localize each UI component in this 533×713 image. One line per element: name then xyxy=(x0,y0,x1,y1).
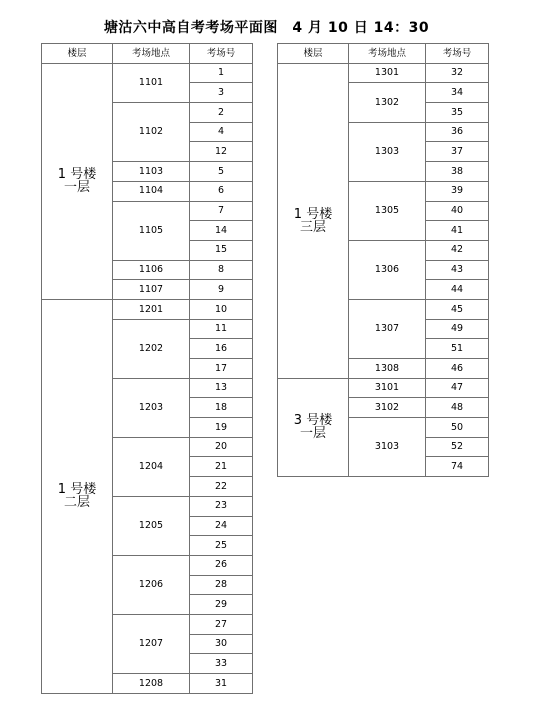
exam-number-cell: 3 xyxy=(190,83,253,103)
exam-number-cell: 48 xyxy=(426,398,489,418)
floor-label: 二层 xyxy=(63,495,90,511)
room-location-cell: 1107 xyxy=(113,280,190,300)
exam-number-cell: 19 xyxy=(190,418,253,438)
exam-number-cell: 39 xyxy=(426,181,489,201)
room-location-cell: 1203 xyxy=(113,378,190,437)
exam-number-cell: 44 xyxy=(426,280,489,300)
room-location-cell: 1106 xyxy=(113,260,190,280)
exam-number-cell: 1 xyxy=(190,63,253,83)
exam-number-cell: 45 xyxy=(426,299,489,319)
exam-number-cell: 40 xyxy=(426,201,489,221)
room-location-cell: 1207 xyxy=(113,614,190,673)
exam-number-cell: 12 xyxy=(190,142,253,162)
exam-number-cell: 11 xyxy=(190,319,253,339)
exam-number-cell: 52 xyxy=(426,437,489,457)
building-label: 1 号楼 xyxy=(57,167,97,183)
building-label: 3 号楼 xyxy=(293,413,333,429)
exam-number-cell: 20 xyxy=(190,437,253,457)
header-floor: 楼层 xyxy=(42,44,113,64)
right-exam-table xyxy=(277,43,489,477)
exam-number-cell: 25 xyxy=(190,536,253,556)
exam-number-cell: 17 xyxy=(190,359,253,379)
room-location-cell: 1303 xyxy=(349,122,426,181)
floor-cell xyxy=(278,378,349,476)
exam-number-cell: 6 xyxy=(190,181,253,201)
exam-number-cell: 36 xyxy=(426,122,489,142)
exam-number-cell: 35 xyxy=(426,103,489,123)
exam-number-cell: 27 xyxy=(190,614,253,634)
exam-number-cell: 49 xyxy=(426,319,489,339)
header-row xyxy=(278,44,489,64)
room-location-cell: 1306 xyxy=(349,240,426,299)
exam-number-cell: 74 xyxy=(426,457,489,477)
exam-number-cell: 28 xyxy=(190,575,253,595)
floor-cell xyxy=(278,63,349,378)
room-location-cell: 1105 xyxy=(113,201,190,260)
room-location-cell: 1201 xyxy=(113,299,190,319)
header-location: 考场地点 xyxy=(349,44,426,64)
floor-label: 一层 xyxy=(63,180,90,196)
table-row xyxy=(278,378,489,398)
header-location: 考场地点 xyxy=(113,44,190,64)
exam-number-cell: 30 xyxy=(190,634,253,654)
exam-number-cell: 26 xyxy=(190,555,253,575)
table-row xyxy=(42,299,253,319)
header-row xyxy=(42,44,253,64)
header-floor: 楼层 xyxy=(278,44,349,64)
room-location-cell: 1101 xyxy=(113,63,190,102)
exam-number-cell: 37 xyxy=(426,142,489,162)
page-title: 塘沽六中高自考考场平面图 4 月 10 日 14：30 xyxy=(103,20,430,36)
room-location-cell: 1202 xyxy=(113,319,190,378)
exam-number-cell: 51 xyxy=(426,339,489,359)
room-location-cell: 1104 xyxy=(113,181,190,201)
room-location-cell: 3102 xyxy=(349,398,426,418)
room-location-cell: 3103 xyxy=(349,418,426,477)
room-location-cell: 1302 xyxy=(349,83,426,122)
room-location-cell: 1205 xyxy=(113,496,190,555)
room-location-cell: 3101 xyxy=(349,378,426,398)
exam-number-cell: 42 xyxy=(426,240,489,260)
exam-number-cell: 29 xyxy=(190,595,253,615)
left-exam-table xyxy=(41,43,253,694)
exam-number-cell: 41 xyxy=(426,221,489,241)
room-location-cell: 1103 xyxy=(113,162,190,182)
exam-number-cell: 10 xyxy=(190,299,253,319)
exam-number-cell: 34 xyxy=(426,83,489,103)
exam-number-cell: 9 xyxy=(190,280,253,300)
exam-number-cell: 23 xyxy=(190,496,253,516)
exam-number-cell: 32 xyxy=(426,63,489,83)
exam-number-cell: 18 xyxy=(190,398,253,418)
exam-number-cell: 22 xyxy=(190,477,253,497)
room-location-cell: 1206 xyxy=(113,555,190,614)
floor-label: 一层 xyxy=(299,426,326,442)
exam-number-cell: 47 xyxy=(426,378,489,398)
exam-number-cell: 50 xyxy=(426,418,489,438)
exam-number-cell: 13 xyxy=(190,378,253,398)
header-number: 考场号 xyxy=(190,44,253,64)
table-row xyxy=(42,63,253,83)
exam-number-cell: 43 xyxy=(426,260,489,280)
room-location-cell: 1307 xyxy=(349,299,426,358)
floor-cell xyxy=(42,299,113,693)
exam-number-cell: 38 xyxy=(426,162,489,182)
exam-number-cell: 21 xyxy=(190,457,253,477)
table-row xyxy=(278,63,489,83)
room-location-cell: 1301 xyxy=(349,63,426,83)
building-label: 1 号楼 xyxy=(57,482,97,498)
exam-number-cell: 14 xyxy=(190,221,253,241)
floor-label: 三层 xyxy=(299,219,326,235)
room-location-cell: 1305 xyxy=(349,181,426,240)
room-location-cell: 1102 xyxy=(113,103,190,162)
room-location-cell: 1308 xyxy=(349,359,426,379)
exam-number-cell: 8 xyxy=(190,260,253,280)
exam-number-cell: 31 xyxy=(190,674,253,694)
floor-cell xyxy=(42,63,113,299)
exam-number-cell: 33 xyxy=(190,654,253,674)
exam-number-cell: 4 xyxy=(190,122,253,142)
exam-number-cell: 16 xyxy=(190,339,253,359)
header-number: 考场号 xyxy=(426,44,489,64)
exam-number-cell: 15 xyxy=(190,240,253,260)
exam-number-cell: 7 xyxy=(190,201,253,221)
room-location-cell: 1208 xyxy=(113,674,190,694)
exam-number-cell: 46 xyxy=(426,359,489,379)
exam-number-cell: 24 xyxy=(190,516,253,536)
building-label: 1 号楼 xyxy=(293,206,333,222)
exam-number-cell: 5 xyxy=(190,162,253,182)
exam-number-cell: 2 xyxy=(190,103,253,123)
room-location-cell: 1204 xyxy=(113,437,190,496)
